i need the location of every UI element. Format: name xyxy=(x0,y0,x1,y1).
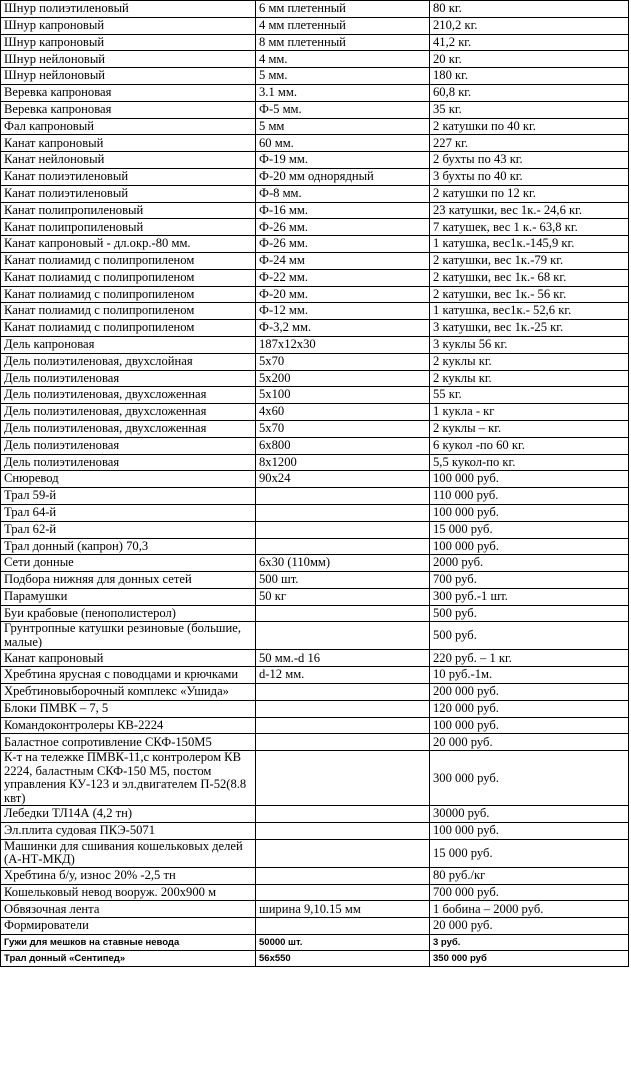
item-qty-cell: 6 кукол -по 60 кг. xyxy=(430,437,629,454)
item-name-cell: Хребтиновыборочный комплекс «Ушида» xyxy=(1,684,256,701)
item-name-cell: Шнур капроновый xyxy=(1,34,256,51)
item-spec-cell: Ф-3,2 мм. xyxy=(256,320,430,337)
table-row xyxy=(1,286,629,303)
item-name-cell: Гужи для мешков на ставные невода xyxy=(1,935,256,951)
table-row xyxy=(1,918,629,935)
item-name-cell: Веревка капроновая xyxy=(1,84,256,101)
item-name-cell: Канат полиамид с полипропиленом xyxy=(1,320,256,337)
item-name-cell: Дель полиэтиленовая xyxy=(1,370,256,387)
item-qty-cell: 500 руб. xyxy=(430,605,629,622)
item-name-cell: К-т на тележке ПМВК-11,с контролером КВ 2224, баластным СКФ-150 М5, постом управления КУ-123 и эл.двигателем П-52(8.8 квт) xyxy=(1,751,256,806)
item-qty-cell: 220 руб. – 1 кг. xyxy=(430,650,629,667)
item-spec-cell xyxy=(256,521,430,538)
item-name-cell: Канат капроновый - дл.окр.-80 мм. xyxy=(1,236,256,253)
item-qty-cell: 3 руб. xyxy=(430,935,629,951)
item-qty-cell: 110 000 руб. xyxy=(430,488,629,505)
item-qty-cell: 350 000 руб xyxy=(430,951,629,967)
item-qty-cell: 3 куклы 56 кг. xyxy=(430,336,629,353)
item-qty-cell: 20 000 руб. xyxy=(430,918,629,935)
table-row xyxy=(1,303,629,320)
table-row xyxy=(1,219,629,236)
item-qty-cell: 2 куклы – кг. xyxy=(430,420,629,437)
item-spec-cell: Ф-19 мм. xyxy=(256,152,430,169)
item-qty-cell: 300 000 руб. xyxy=(430,751,629,806)
item-spec-cell: 187х12х30 xyxy=(256,336,430,353)
item-spec-cell: Ф-26 мм. xyxy=(256,219,430,236)
item-name-cell: Машинки для сшивания кошельковых делей (А-НТ-МКД) xyxy=(1,839,256,867)
item-qty-cell: 200 000 руб. xyxy=(430,684,629,701)
item-spec-cell: 56х550 xyxy=(256,951,430,967)
table-row xyxy=(1,185,629,202)
table-row xyxy=(1,650,629,667)
item-spec-cell xyxy=(256,700,430,717)
table-row xyxy=(1,605,629,622)
table-row xyxy=(1,823,629,840)
item-qty-cell: 210,2 кг. xyxy=(430,17,629,34)
item-qty-cell: 227 кг. xyxy=(430,135,629,152)
item-spec-cell xyxy=(256,504,430,521)
item-spec-cell: Ф-5 мм. xyxy=(256,101,430,118)
item-name-cell: Хребтина б/у, износ 20% -2,5 тн xyxy=(1,867,256,884)
table-row xyxy=(1,521,629,538)
item-qty-cell: 2 куклы кг. xyxy=(430,353,629,370)
item-spec-cell: Ф-8 мм. xyxy=(256,185,430,202)
item-spec-cell xyxy=(256,488,430,505)
table-row xyxy=(1,252,629,269)
item-spec-cell xyxy=(256,839,430,867)
item-name-cell: Трал 62-й xyxy=(1,521,256,538)
item-spec-cell: 5х70 xyxy=(256,420,430,437)
item-qty-cell: 30000 руб. xyxy=(430,806,629,823)
item-qty-cell: 700 руб. xyxy=(430,572,629,589)
item-qty-cell: 55 кг. xyxy=(430,387,629,404)
item-qty-cell: 180 кг. xyxy=(430,68,629,85)
item-qty-cell: 15 000 руб. xyxy=(430,521,629,538)
table-row xyxy=(1,269,629,286)
item-spec-cell: 50 мм.-d 16 xyxy=(256,650,430,667)
item-spec-cell: Ф-22 мм. xyxy=(256,269,430,286)
item-name-cell: Формирователи xyxy=(1,918,256,935)
item-qty-cell: 7 катушек, вес 1 к.- 63,8 кг. xyxy=(430,219,629,236)
item-spec-cell: 3.1 мм. xyxy=(256,84,430,101)
item-qty-cell: 20 кг. xyxy=(430,51,629,68)
item-name-cell: Дель полиэтиленовая, двухслойная xyxy=(1,353,256,370)
item-name-cell: Подбора нижняя для донных сетей xyxy=(1,572,256,589)
item-qty-cell: 15 000 руб. xyxy=(430,839,629,867)
item-spec-cell: 4 мм. xyxy=(256,51,430,68)
item-name-cell: Канат полиамид с полипропиленом xyxy=(1,286,256,303)
item-qty-cell: 100 000 руб. xyxy=(430,717,629,734)
item-spec-cell: 50 кг xyxy=(256,588,430,605)
item-qty-cell: 1 катушка, вес1к.- 52,6 кг. xyxy=(430,303,629,320)
item-spec-cell xyxy=(256,734,430,751)
item-spec-cell xyxy=(256,918,430,935)
item-spec-cell xyxy=(256,806,430,823)
table-row xyxy=(1,370,629,387)
table-row xyxy=(1,454,629,471)
item-qty-cell: 3 бухты по 40 кг. xyxy=(430,168,629,185)
item-name-cell: Канат полиамид с полипропиленом xyxy=(1,269,256,286)
item-spec-cell: 6х30 (110мм) xyxy=(256,555,430,572)
item-qty-cell: 5,5 кукол-по кг. xyxy=(430,454,629,471)
item-qty-cell: 2 катушки по 40 кг. xyxy=(430,118,629,135)
item-qty-cell: 1 бобина – 2000 руб. xyxy=(430,901,629,918)
table-row xyxy=(1,622,629,650)
item-spec-cell xyxy=(256,751,430,806)
item-spec-cell xyxy=(256,622,430,650)
item-spec-cell: 6х800 xyxy=(256,437,430,454)
item-name-cell: Грунтропные катушки резиновые (большие, малые) xyxy=(1,622,256,650)
item-name-cell: Шнур нейлоновый xyxy=(1,51,256,68)
table-row xyxy=(1,572,629,589)
item-name-cell: Шнур полиэтиленовый xyxy=(1,1,256,18)
item-name-cell: Дель капроновая xyxy=(1,336,256,353)
table-row xyxy=(1,488,629,505)
item-spec-cell: 60 мм. xyxy=(256,135,430,152)
item-name-cell: Канат капроновый xyxy=(1,135,256,152)
table-row xyxy=(1,168,629,185)
item-name-cell: Веревка капроновая xyxy=(1,101,256,118)
item-name-cell: Трал 59-й xyxy=(1,488,256,505)
table-row xyxy=(1,504,629,521)
item-qty-cell: 2000 руб. xyxy=(430,555,629,572)
item-name-cell: Шнур капроновый xyxy=(1,17,256,34)
item-qty-cell: 2 катушки, вес 1к.- 56 кг. xyxy=(430,286,629,303)
table-row xyxy=(1,84,629,101)
item-spec-cell: Ф-20 мм. xyxy=(256,286,430,303)
item-spec-cell xyxy=(256,605,430,622)
item-name-cell: Канат полипропиленовый xyxy=(1,219,256,236)
table-row xyxy=(1,51,629,68)
item-name-cell: Канат полиамид с полипропиленом xyxy=(1,303,256,320)
item-spec-cell: 90х24 xyxy=(256,471,430,488)
item-spec-cell: Ф-20 мм однорядный xyxy=(256,168,430,185)
item-name-cell: Лебедки ТЛ14А (4,2 тн) xyxy=(1,806,256,823)
table-row xyxy=(1,236,629,253)
table-row xyxy=(1,404,629,421)
table-row xyxy=(1,17,629,34)
item-qty-cell: 80 руб./кг xyxy=(430,867,629,884)
item-name-cell: Дель полиэтиленовая xyxy=(1,454,256,471)
item-name-cell: Баластное сопротивление СКФ-150М5 xyxy=(1,734,256,751)
item-qty-cell: 120 000 руб. xyxy=(430,700,629,717)
item-qty-cell: 80 кг. xyxy=(430,1,629,18)
item-name-cell: Трал 64-й xyxy=(1,504,256,521)
item-spec-cell: 6 мм плетенный xyxy=(256,1,430,18)
table-row xyxy=(1,135,629,152)
item-qty-cell: 300 руб.-1 шт. xyxy=(430,588,629,605)
table-row xyxy=(1,734,629,751)
table-row xyxy=(1,867,629,884)
item-qty-cell: 2 бухты по 43 кг. xyxy=(430,152,629,169)
item-name-cell: Канат полиэтиленовый xyxy=(1,168,256,185)
table-row xyxy=(1,152,629,169)
table-row xyxy=(1,118,629,135)
item-spec-cell: 8 мм плетенный xyxy=(256,34,430,51)
item-name-cell: Снюревод xyxy=(1,471,256,488)
table-row xyxy=(1,437,629,454)
table-row xyxy=(1,588,629,605)
item-name-cell: Канат нейлоновый xyxy=(1,152,256,169)
table-row xyxy=(1,471,629,488)
table-row xyxy=(1,202,629,219)
item-name-cell: Трал донный (капрон) 70,3 xyxy=(1,538,256,555)
item-name-cell: Сети донные xyxy=(1,555,256,572)
table-row xyxy=(1,839,629,867)
table-row xyxy=(1,320,629,337)
item-name-cell: Дель полиэтиленовая, двухсложенная xyxy=(1,404,256,421)
item-name-cell: Кошельковый невод вооруж. 200х900 м xyxy=(1,884,256,901)
table-row xyxy=(1,717,629,734)
table-row xyxy=(1,336,629,353)
item-qty-cell: 100 000 руб. xyxy=(430,471,629,488)
item-spec-cell: Ф-16 мм. xyxy=(256,202,430,219)
item-qty-cell: 100 000 руб. xyxy=(430,823,629,840)
item-qty-cell: 2 катушки, вес 1к.- 68 кг. xyxy=(430,269,629,286)
item-qty-cell: 10 руб.-1м. xyxy=(430,667,629,684)
item-name-cell: Шнур нейлоновый xyxy=(1,68,256,85)
item-name-cell: Парамушки xyxy=(1,588,256,605)
table-row xyxy=(1,420,629,437)
item-spec-cell: 500 шт. xyxy=(256,572,430,589)
item-spec-cell: 4 мм плетенный xyxy=(256,17,430,34)
item-spec-cell: 5х200 xyxy=(256,370,430,387)
item-qty-cell: 2 катушки, вес 1к.-79 кг. xyxy=(430,252,629,269)
item-name-cell: Эл.плита судовая ПКЭ-5071 xyxy=(1,823,256,840)
table-row xyxy=(1,538,629,555)
item-name-cell: Хребтина ярусная с поводцами и крючками xyxy=(1,667,256,684)
item-qty-cell: 1 катушка, вес1к.-145,9 кг. xyxy=(430,236,629,253)
item-qty-cell: 60,8 кг. xyxy=(430,84,629,101)
item-spec-cell: Ф-12 мм. xyxy=(256,303,430,320)
table-row xyxy=(1,555,629,572)
item-spec-cell xyxy=(256,823,430,840)
item-qty-cell: 500 руб. xyxy=(430,622,629,650)
item-spec-cell xyxy=(256,867,430,884)
item-spec-cell: ширина 9,10.15 мм xyxy=(256,901,430,918)
item-spec-cell xyxy=(256,717,430,734)
table-row xyxy=(1,684,629,701)
table-row xyxy=(1,667,629,684)
item-qty-cell: 100 000 руб. xyxy=(430,504,629,521)
item-name-cell: Дель полиэтиленовая, двухсложенная xyxy=(1,420,256,437)
item-spec-cell: 4х60 xyxy=(256,404,430,421)
item-qty-cell: 41,2 кг. xyxy=(430,34,629,51)
table-row xyxy=(1,935,629,951)
item-qty-cell: 20 000 руб. xyxy=(430,734,629,751)
item-qty-cell: 100 000 руб. xyxy=(430,538,629,555)
item-name-cell: Дель полиэтиленовая xyxy=(1,437,256,454)
item-spec-cell: d-12 мм. xyxy=(256,667,430,684)
item-spec-cell: Ф-24 мм xyxy=(256,252,430,269)
item-name-cell: Трал донный «Сентипед» xyxy=(1,951,256,967)
item-qty-cell: 2 катушки по 12 кг. xyxy=(430,185,629,202)
item-qty-cell: 700 000 руб. xyxy=(430,884,629,901)
item-name-cell: Канат капроновый xyxy=(1,650,256,667)
item-qty-cell: 35 кг. xyxy=(430,101,629,118)
table-row xyxy=(1,101,629,118)
item-spec-cell: 8х1200 xyxy=(256,454,430,471)
table-row xyxy=(1,901,629,918)
item-spec-cell: 50000 шт. xyxy=(256,935,430,951)
item-spec-cell xyxy=(256,884,430,901)
item-spec-cell: 5х100 xyxy=(256,387,430,404)
item-name-cell: Канат полиамид с полипропиленом xyxy=(1,252,256,269)
table-row xyxy=(1,951,629,967)
table-row xyxy=(1,700,629,717)
item-spec-cell: Ф-26 мм. xyxy=(256,236,430,253)
table-row xyxy=(1,353,629,370)
item-qty-cell: 1 кукла - кг xyxy=(430,404,629,421)
item-name-cell: Блоки ПМВК – 7, 5 xyxy=(1,700,256,717)
item-spec-cell: 5 мм xyxy=(256,118,430,135)
item-name-cell: Фал капроновый xyxy=(1,118,256,135)
item-spec-cell: 5 мм. xyxy=(256,68,430,85)
item-spec-cell xyxy=(256,538,430,555)
item-qty-cell: 3 катушки, вес 1к.-25 кг. xyxy=(430,320,629,337)
table-row xyxy=(1,751,629,806)
table-row xyxy=(1,806,629,823)
item-spec-cell: 5х70 xyxy=(256,353,430,370)
table-row xyxy=(1,34,629,51)
item-qty-cell: 23 катушки, вес 1к.- 24,6 кг. xyxy=(430,202,629,219)
item-name-cell: Командоконтролеры КВ-2224 xyxy=(1,717,256,734)
price-table-body xyxy=(1,1,629,967)
table-row xyxy=(1,1,629,18)
table-row xyxy=(1,387,629,404)
item-name-cell: Канат полиэтиленовый xyxy=(1,185,256,202)
table-row xyxy=(1,68,629,85)
item-name-cell: Буи крабовые (пенополистерол) xyxy=(1,605,256,622)
item-spec-cell xyxy=(256,684,430,701)
item-name-cell: Дель полиэтиленовая, двухсложенная xyxy=(1,387,256,404)
item-qty-cell: 2 куклы кг. xyxy=(430,370,629,387)
item-name-cell: Канат полипропиленовый xyxy=(1,202,256,219)
item-name-cell: Обвязочная лента xyxy=(1,901,256,918)
table-row xyxy=(1,884,629,901)
